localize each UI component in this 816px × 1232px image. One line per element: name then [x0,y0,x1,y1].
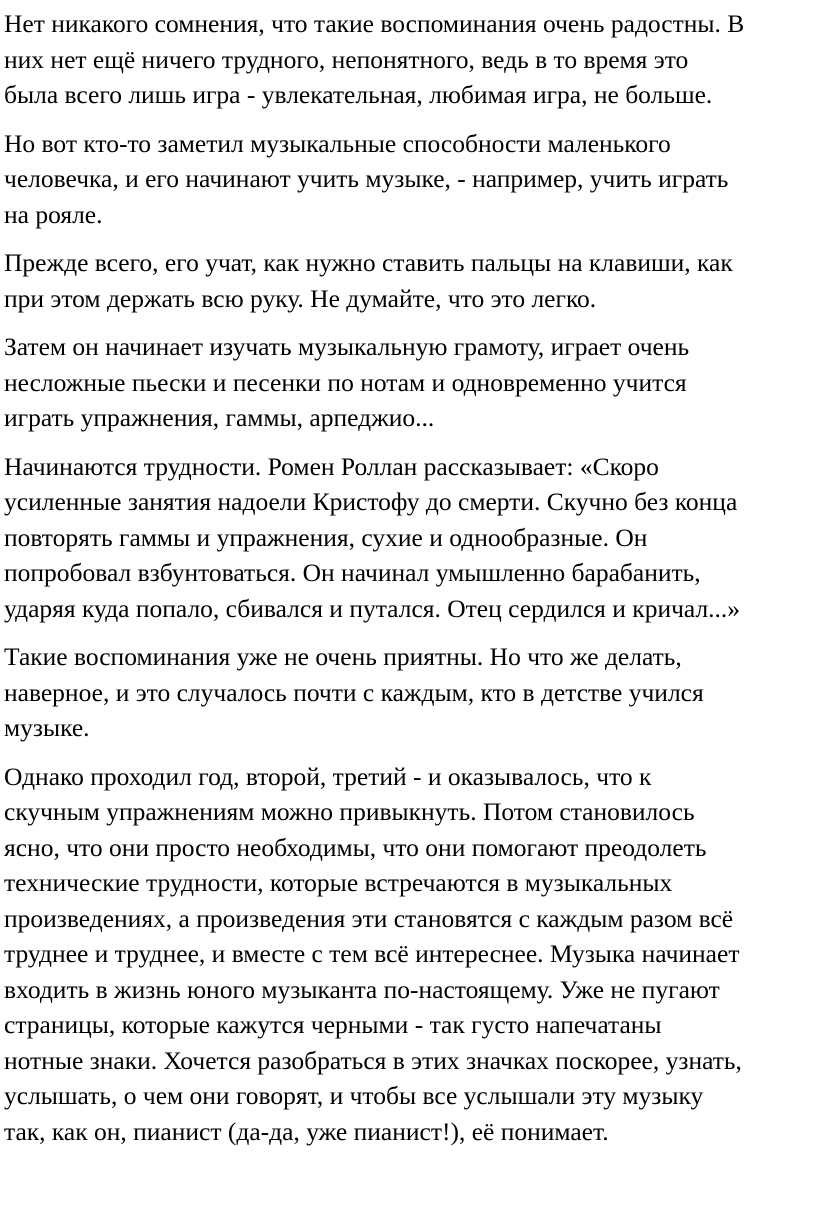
paragraph-3: Прежде всего, его учат, как нужно ставить пальцы на клавиши, как при этом держать всю руку. Не думайте, что это легко. [4,248,733,313]
paragraph-2: Но вот кто-то заметил музыкальные способности маленького человечка, и его начинают учить музыке, - например, учить играть на рояле. [4,128,729,229]
paragraph-7: Однако проходил год, второй, третий - и оказывалось, что к скучным упражнениям можно привыкнуть. Потом становилось ясно, что они просто необходимы, что они помогают преодолеть технические трудности, которые встречаются в музыкальных произведениях, а произведения эти становятся с каждым разом всё труднее и труднее, и вместе с тем всё интереснее. Музыка начинает входить в жизнь юного музыканта по-настоящему. Уже не пугают страницы, которые кажутся черными - так густо напечатаны нотные знаки. Хочется разобраться в этих значках поскорее, узнать, услышать, о чем они говорят, и чтобы все услышали эту музыку так, как он, пианист (да-да, уже пианист!), её понимает. [4,761,742,1146]
paragraph-5: Начинаются трудности. Ромен Роллан рассказывает: «Скоро усиленные занятия надоели Кристофу до смерти. Скучно без конца повторять гаммы и упражнения, сухие и однообразные. Он попробовал взбунтоваться. Он начинал умышленно барабанить, ударяя куда попало, сбивался и путался. Отец сердился и кричал...» [4,451,741,623]
paragraph-6: Такие воспоминания уже не очень приятны. Но что же делать, наверное, и это случалось почти с каждым, кто в детстве учился музыке. [4,642,704,742]
paragraph-4: Затем он начинает изучать музыкальную грамоту, играет очень несложные пьески и песенки по нотам и одновременно учится играть упражнения, гаммы, арпеджио... [4,332,690,432]
paragraph-1: Нет никакого сомнения, что такие воспоминания очень радостны. В них нет ещё ничего трудного, непонятного, ведь в то время это была всего лишь игра - увлекательная, любимая игра, не больше. [4,9,745,109]
